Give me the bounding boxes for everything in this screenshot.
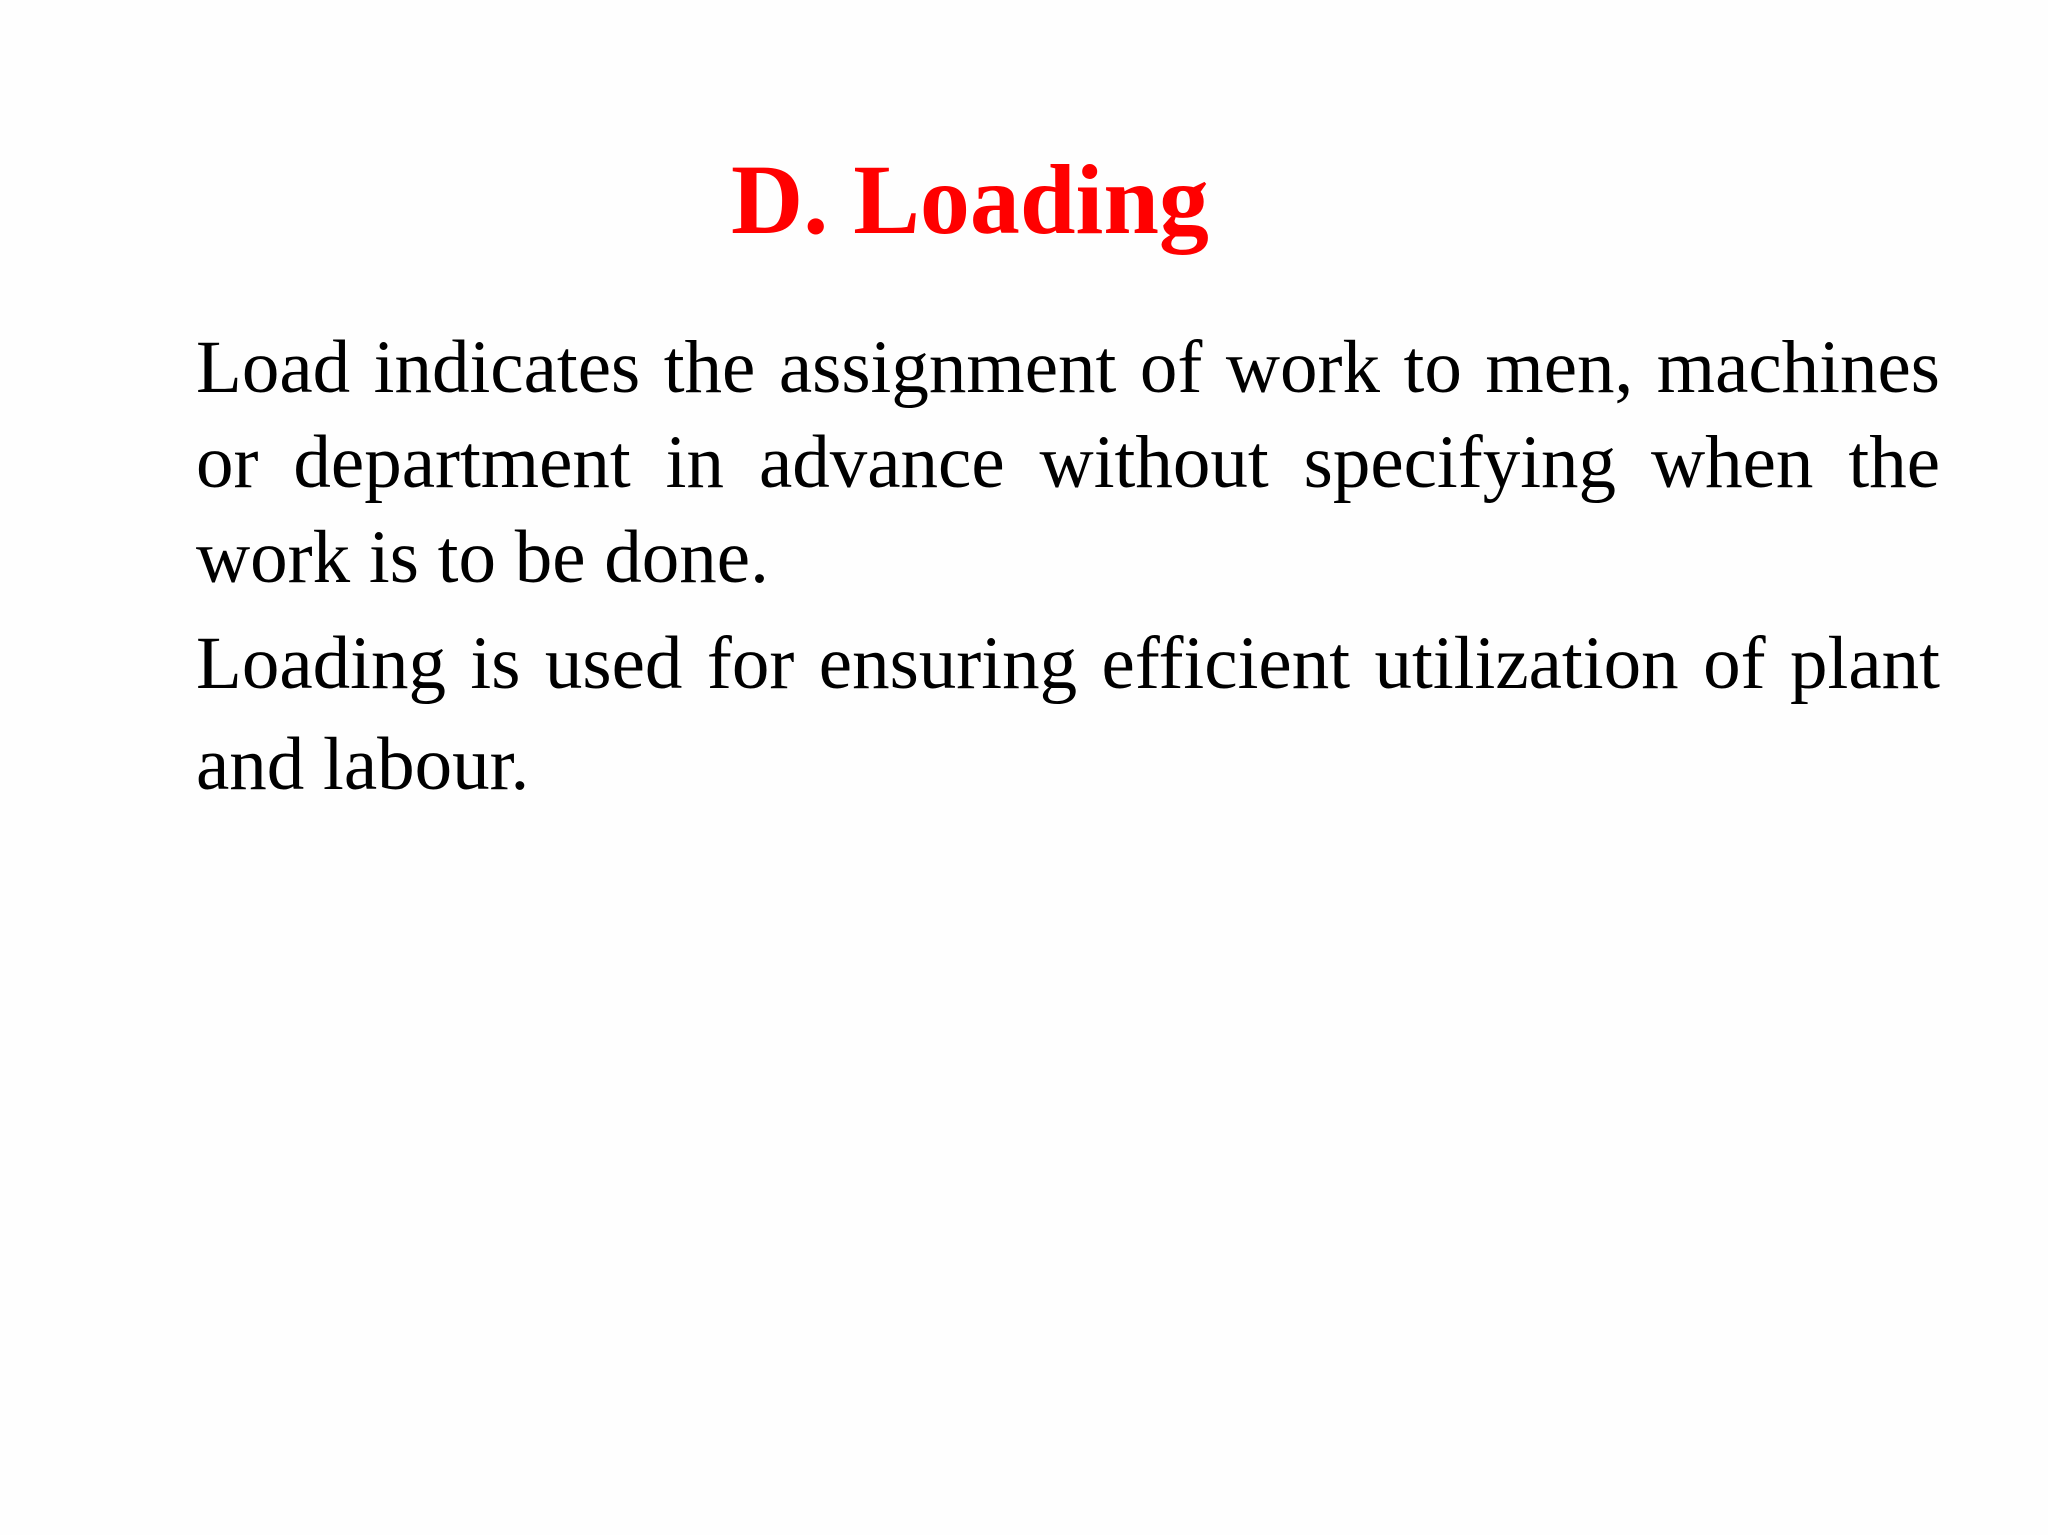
slide-body bbox=[196, 320, 1940, 815]
slide-title: D. Loading bbox=[731, 144, 1209, 255]
body-paragraph-load-definition: Load indicates the assignment of work to men, machines or department in advance without specifying when the work is to be done. bbox=[196, 326, 1940, 599]
body-paragraph-loading-purpose: Loading is used for ensuring efficient utilization of plant and labour. bbox=[196, 622, 1940, 806]
